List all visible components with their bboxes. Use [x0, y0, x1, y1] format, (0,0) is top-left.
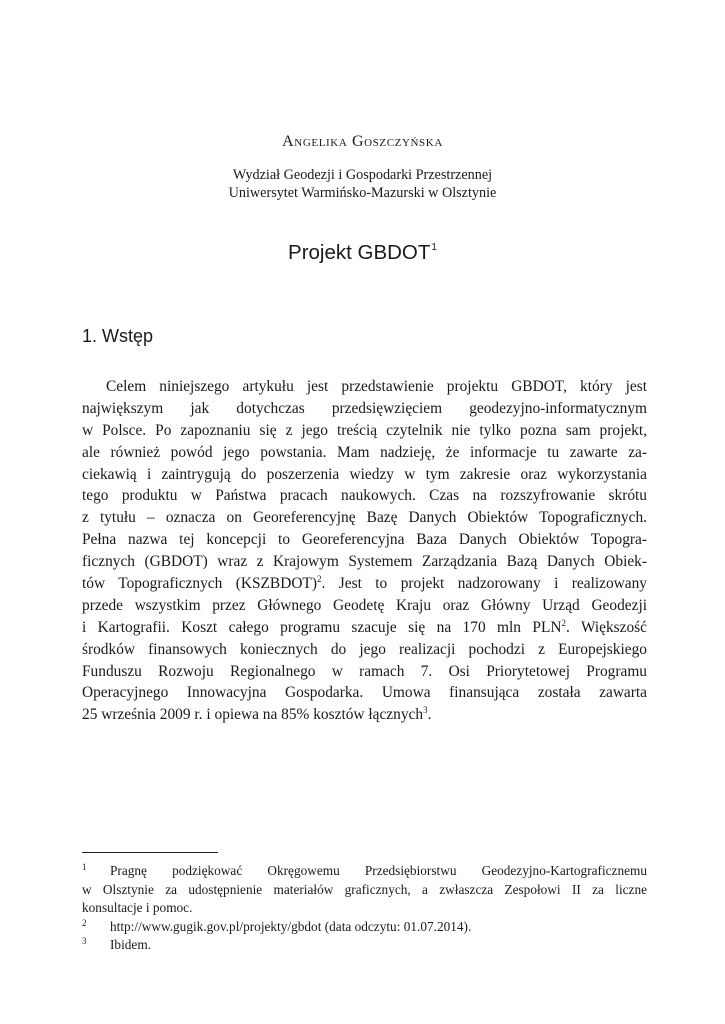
footnote-text: Pragnę podziękować Okręgowemu Przedsiębiorstwu Geodezyjno-Kartograficznemu	[110, 863, 647, 878]
body-line: największym jak dotychczas przedsięwzięciem geodezyjno-informatycznym	[82, 399, 647, 417]
section-heading: 1. Wstęp	[82, 326, 154, 346]
affiliation-faculty: Wydział Geodezji i Gospodarki Przestrzennej	[232, 167, 493, 183]
affiliation-university: Uniwersytet Warmińsko-Mazurski w Olsztynie	[228, 185, 497, 201]
body-line: Operacyjnego Innowacyjna Gospodarka. Umowa finansująca została zawarta	[82, 684, 647, 702]
body-text: tów Topograficznych (KSZBDOT)	[82, 575, 317, 593]
footnote-1-line: konsultacje i pomoc.	[82, 900, 193, 915]
body-text: 25 września 2009 r. i opiewa na 85% kosztów łącznych	[82, 706, 424, 724]
body-line: ale również powód jego powstania. Mam nadzieję, że informacje tu zawarte za-	[82, 443, 647, 461]
body-line: z tytułu – oznacza on Georeferencyjnę Bazę Danych Obiektów Topograficznych.	[82, 509, 647, 527]
body-line	[82, 617, 647, 639]
body-line	[82, 573, 647, 595]
body-line: Funduszu Rozwoju Regionalnego w ramach 7. Osi Priorytetowej Programu	[82, 662, 647, 680]
body-line: w Polsce. Po zapoznaniu się z jego treścią czytelnik nie tylko pozna sam projekt,	[82, 421, 647, 439]
footnotes	[82, 862, 647, 955]
footnote-3-line: 3 Ibidem.	[82, 936, 151, 952]
body-line: Celem niniejszego artykułu jest przedstawienie projektu GBDOT, który jest	[106, 378, 647, 395]
body-line: przede wszystkim przez Głównego Geodetę Kraju oraz Główny Urząd Geodezji	[82, 596, 647, 614]
footnote-ref[interactable]: 2	[316, 574, 322, 585]
affiliation	[0, 166, 725, 202]
footnote-1-line: w Olsztynie za udostępnienie materiałów graficznych, a zwłaszcza Zespołowi II za liczne	[82, 881, 647, 897]
footnote-separator	[82, 852, 218, 853]
body-text: . Większość	[565, 618, 647, 636]
body-text: .	[427, 706, 432, 724]
body-paragraph	[82, 376, 647, 726]
footnote-ref[interactable]: 3	[423, 705, 428, 716]
body-line: tego produktu w Państwa pracach naukowych. Czas na rozszyfrowanie skrótu	[82, 487, 647, 505]
body-text: . Jest to projekt nadzorowany i realizowany	[321, 575, 647, 593]
footnote-ref[interactable]: 2	[561, 617, 566, 628]
footnote-url[interactable]: http://www.gugik.gov.pl/projekty/gbdot (data odczytu: 01.07.2014).	[110, 918, 472, 934]
body-text: i Kartografii. Koszt całego programu szacuje się na 170 mln PLN	[82, 618, 562, 636]
article-title	[0, 241, 725, 265]
author-name: Angelika Goszczyńska	[282, 133, 443, 150]
footnote-2-line: 2 http://www.gugik.gov.pl/projekty/gbdot (data odczytu: 01.07.2014).	[82, 917, 472, 934]
body-line: ciekawią i zaintrygują do poszerzenia wiedzy w tym zakresie oraz wykorzystania	[82, 465, 647, 483]
article-title-text: Projekt GBDOT	[288, 241, 431, 264]
body-line: ficznych (GBDOT) wraz z Krajowym Systemem Zarządzania Bazą Danych Obiek-	[82, 553, 647, 571]
title-footnote-ref[interactable]: 1	[431, 242, 437, 253]
body-line: Pełna nazwa tej koncepcji to Georeferencyjna Baza Danych Obiektów Topogra-	[82, 531, 647, 549]
footnote-1-line: 1 Pragnę podziękować Okręgowemu Przedsiębiorstwu Geodezyjno-Kartograficznemu	[82, 862, 647, 878]
footnote-text: Ibidem.	[110, 937, 151, 952]
body-line	[82, 704, 647, 726]
body-line: środków finansowych koniecznych do jego realizacji pochodzi z Europejskiego	[82, 640, 647, 658]
